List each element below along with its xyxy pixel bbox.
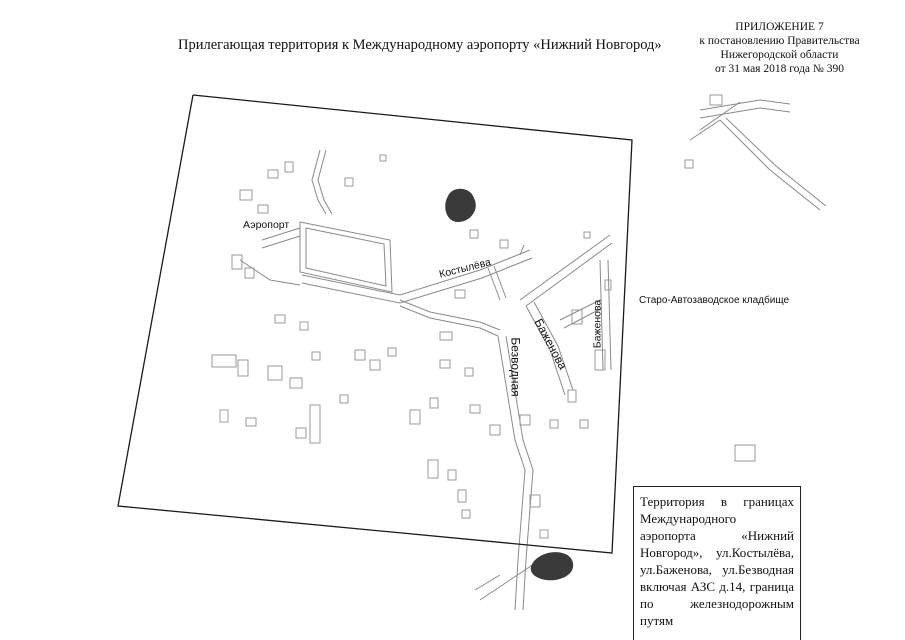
label-bazhenova-1: Баженова	[531, 316, 570, 372]
label-bezvodnaya: Безводная	[508, 337, 523, 397]
label-bazhenova-2: Баженова	[591, 299, 604, 349]
appendix-header	[692, 20, 867, 76]
legend-box: Территория в границах Международного аэропорта «Нижний Новгород», ул.Костылёва, ул.Баженова, ул.Безводная включая АЗС д.14, граница по железнодорожным путям	[633, 486, 801, 640]
dark-patch-north	[445, 189, 476, 222]
appendix-line-4: от 31 мая 2018 года № 390	[715, 63, 844, 75]
appendix-line-2: к постановлению Правительства	[699, 35, 860, 47]
map-title: Прилегающая территория к Международному аэропорту «Нижний Новгород»	[178, 37, 662, 53]
buildings	[212, 95, 755, 538]
territory-boundary	[118, 95, 632, 553]
dark-patch-south	[531, 552, 573, 580]
label-kostyleva: Костылёва	[438, 256, 493, 281]
appendix-line-1: ПРИЛОЖЕНИЕ 7	[735, 21, 824, 33]
label-airport: Аэропорт	[243, 219, 290, 231]
road-kostyleva-east	[400, 300, 500, 330]
appendix-line-3: Нижегородской области	[720, 49, 839, 61]
label-cemetery: Старо-Автозаводское кладбище	[639, 295, 790, 306]
road-airport-loop	[300, 222, 392, 292]
road-bazhenova-north	[520, 235, 610, 300]
